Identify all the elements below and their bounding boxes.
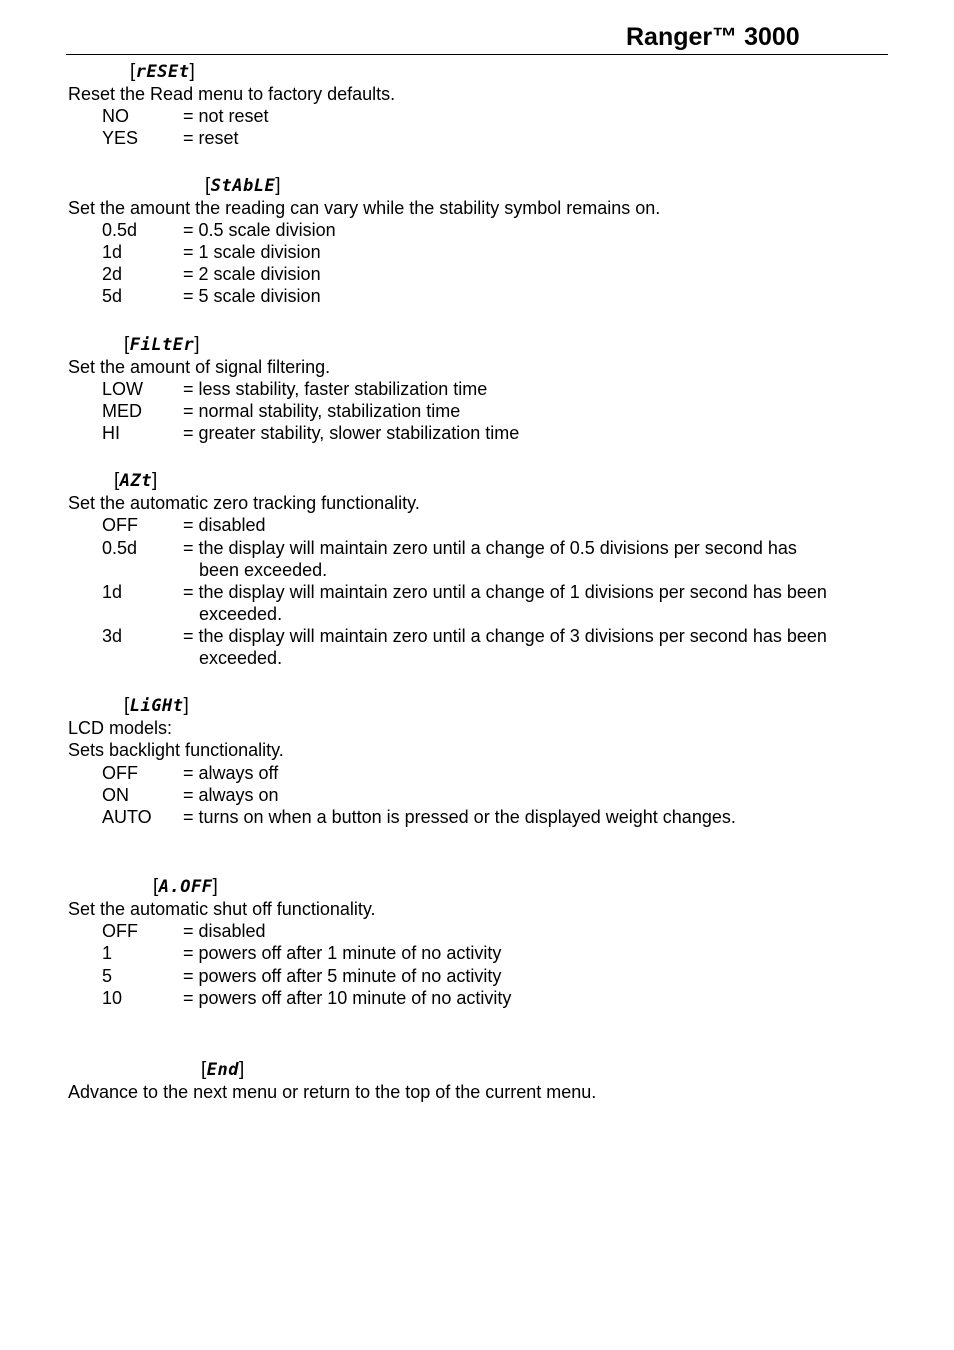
description: Set the amount of signal filtering. [68, 357, 331, 377]
option-value-continued: been exceeded. [199, 560, 328, 580]
option-value: = not reset [183, 106, 269, 126]
description: Set the automatic shut off functionality. [68, 899, 376, 919]
option-key: 1d [102, 242, 123, 262]
option-value: = less stability, faster stabilization time [183, 379, 488, 399]
option-row [0, 127, 954, 149]
option-key: AUTO [102, 807, 152, 827]
option-value: = powers off after 10 minute of no activity [183, 988, 512, 1008]
description: Advance to the next menu or return to the top of the current menu. [68, 1082, 597, 1102]
option-row [0, 285, 954, 307]
display-code: [StAbLE] [205, 175, 281, 196]
header-divider [66, 54, 888, 55]
option-value: = always on [183, 785, 279, 805]
display-code: [FiLtEr] [124, 334, 200, 355]
option-key: 1 [102, 943, 113, 963]
display-code: [End] [201, 1059, 245, 1080]
option-row [0, 105, 954, 127]
option-row [0, 400, 954, 422]
option-value: = the display will maintain zero until a change of 3 divisions per second has been [183, 626, 827, 646]
option-key: HI [102, 423, 120, 443]
option-key: LOW [102, 379, 144, 399]
option-row [0, 806, 954, 828]
option-value: = reset [183, 128, 239, 148]
option-value: = disabled [183, 921, 266, 941]
display-code: [AZt] [114, 470, 158, 491]
option-value: = powers off after 1 minute of no activity [183, 943, 502, 963]
option-value: = 5 scale division [183, 286, 321, 306]
display-code: [rESEt] [130, 61, 196, 82]
option-key: OFF [102, 515, 138, 535]
option-row [0, 581, 954, 624]
option-row [0, 942, 954, 964]
option-value: = powers off after 5 minute of no activity [183, 966, 502, 986]
option-row [0, 378, 954, 400]
option-value: = the display will maintain zero until a change of 0.5 divisions per second has [183, 538, 797, 558]
option-value: = always off [183, 763, 279, 783]
option-value: = normal stability, stabilization time [183, 401, 461, 421]
option-key: ON [102, 785, 129, 805]
option-value: = disabled [183, 515, 266, 535]
option-row [0, 784, 954, 806]
option-row [0, 987, 954, 1009]
option-row [0, 762, 954, 784]
option-value-continued: exceeded. [199, 604, 283, 624]
option-row [0, 920, 954, 942]
description: Reset the Read menu to factory defaults. [68, 84, 396, 104]
option-value: = 1 scale division [183, 242, 321, 262]
option-key: OFF [102, 921, 138, 941]
option-key: OFF [102, 763, 138, 783]
option-value: = the display will maintain zero until a change of 1 divisions per second has been [183, 582, 827, 602]
option-value: = 0.5 scale division [183, 220, 336, 240]
option-key: 5d [102, 286, 123, 306]
option-key: YES [102, 128, 139, 148]
option-key: NO [102, 106, 129, 126]
option-value-continued: exceeded. [199, 648, 283, 668]
option-row [0, 422, 954, 444]
option-value: = turns on when a button is pressed or the displayed weight changes. [183, 807, 736, 827]
option-key: 3d [102, 626, 123, 646]
option-key: 2d [102, 264, 123, 284]
option-value: = 2 scale division [183, 264, 321, 284]
description: Set the amount the reading can vary while the stability symbol remains on. [68, 198, 661, 218]
display-code: [LiGHt] [124, 695, 190, 716]
option-row [0, 241, 954, 263]
option-row [0, 965, 954, 987]
option-key: 5 [102, 966, 113, 986]
option-row [0, 514, 954, 536]
option-key: 0.5d [102, 220, 138, 240]
description: Set the automatic zero tracking functionality. [68, 493, 420, 513]
page-title: Ranger™ 3000 [626, 23, 800, 51]
option-key: MED [102, 401, 142, 421]
option-row [0, 219, 954, 241]
option-row [0, 263, 954, 285]
option-row [0, 537, 954, 580]
option-row [0, 625, 954, 668]
option-value: = greater stability, slower stabilization time [183, 423, 520, 443]
display-code: [A.OFF] [153, 876, 219, 897]
option-key: 1d [102, 582, 123, 602]
option-key: 10 [102, 988, 123, 1008]
description: LCD models: [68, 718, 173, 738]
option-key: 0.5d [102, 538, 138, 558]
description: Sets backlight functionality. [68, 740, 284, 760]
